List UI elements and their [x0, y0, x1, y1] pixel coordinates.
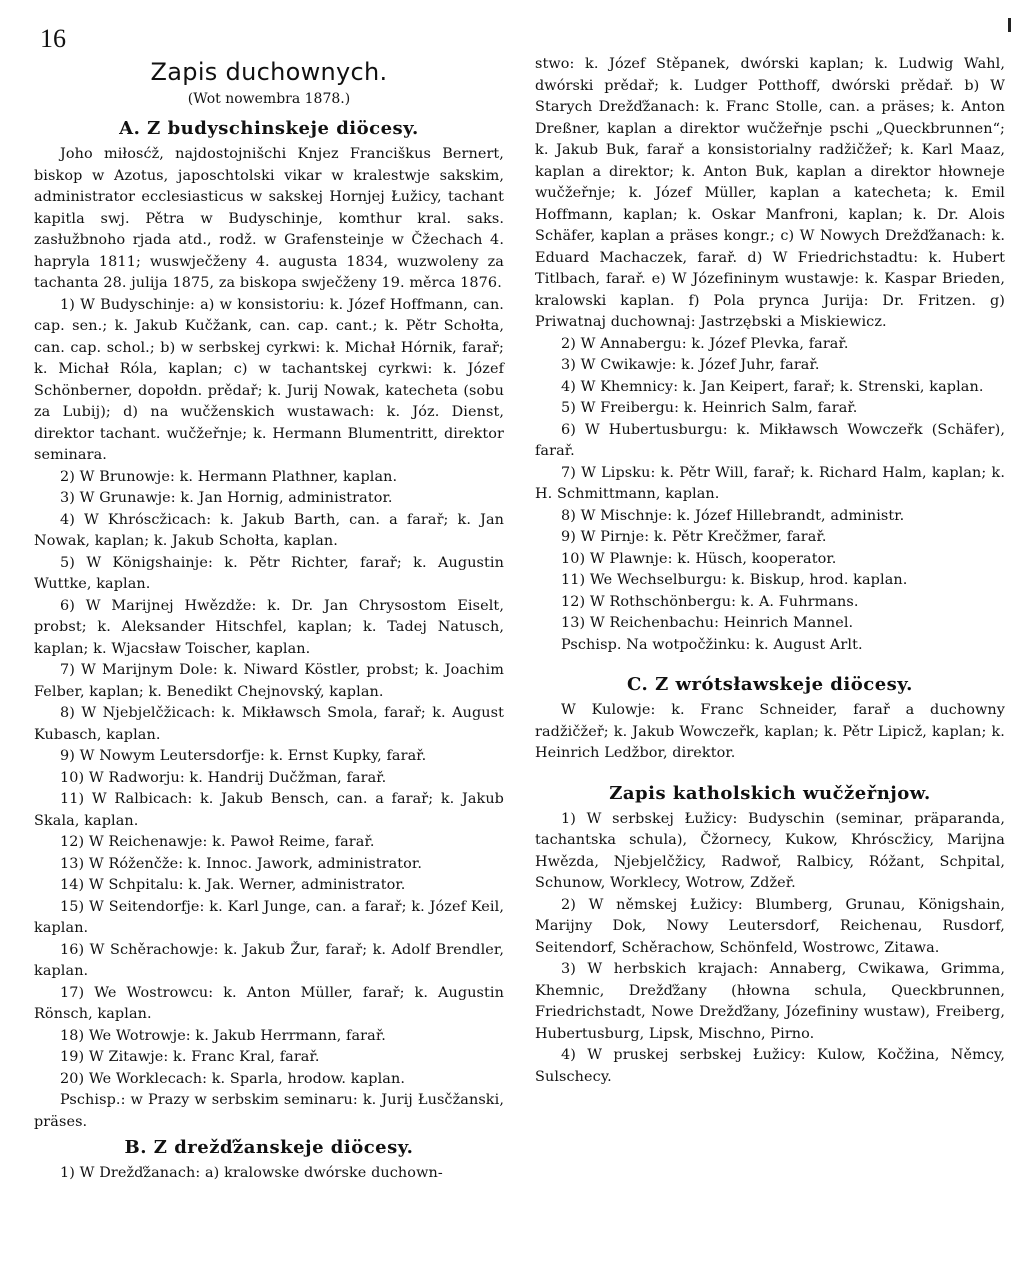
paragraph-entry: 12) W Reichenawje: k. Pawoł Reime, farař. [60, 834, 375, 850]
paragraph-entry: 7) W Lipsku: k. Pětr Will, farař; k. Richard Halm, kaplan; k. H. Schmittmann, kaplan. [535, 464, 1005, 502]
paragraph-entry: 16) W Schěrachowje: k. Jakub Žur, farař; k. Adolf Brendler, kaplan. [34, 941, 504, 979]
paragraph-entry: 20) We Worklecach: k. Sparla, hrodow. kaplan. [60, 1070, 406, 1087]
paragraph-entry: 4) W Khemnicy: k. Jan Keipert, farař; k. Strenski, kaplan. [561, 378, 984, 395]
paragraph-entry: 12) W Rothschönbergu: k. A. Fuhrmans. [561, 593, 859, 610]
paragraph-entry: 18) We Wotrowje: k. Jakub Herrmann, farař. [60, 1027, 386, 1044]
paragraph-entry: 5) W Freibergu: k. Heinrich Salm, farař. [561, 400, 858, 416]
page-title: Zapis duchownych. [150, 58, 388, 86]
paragraph-bishop: Joho miłosćž, najdostojnišchi Knjez Franciškus Bernert, biskop w Azotus, japoschtolski vikar w kralestwje sakskim, administrator ecclesiasticus w sakskej Hornjej Łužicy, tachant kapitla swj. Pětra w Budyschinje, komthur kral. saks. zasłužbnoho rjada atd., rodž. w Grafensteinje w Čžechach 4. hapryla 1811; wuswječženy 4. augusta 1834, wuzwoleny za tachanta 28. julija 1875, za biskopa swječženy 19. měrca 1876. [34, 146, 504, 291]
paragraph-entry: 14) W Schpitalu: k. Jak. Werner, administrator. [60, 877, 406, 893]
paragraph-entry: 8) W Mischnje: k. Józef Hillebrandt, administr. [561, 507, 905, 524]
section-heading-c: C. Z wrótsławskeje diöcesy. [627, 674, 913, 695]
paragraph-entry: 3) W Grunawje: k. Jan Hornig, administrator. [60, 490, 393, 506]
paragraph-entry: 3) W herbskich krajach: Annaberg, Cwikawa, Grimma, Khemnic, Drežďžany (hłowna schula, Queckbrunnen, Friedrichstadt, Nowe Drežďžany, Józefininy wustaw), Freiberg, Hubertusburg, Lipsk, Mischno, Pirno. [535, 961, 1005, 1042]
paragraph-note: Pschisp.: w Prazy w serbskim seminaru: k. Jurij Łusčžanski, präses. [34, 1092, 504, 1130]
paragraph-entry: 17) We Wostrowcu: k. Anton Müller, farař; k. Augustin Rönsch, kaplan. [34, 984, 504, 1022]
paragraph-entry: 6) W Marijnej Hwězdže: k. Dr. Jan Chrysostom Eiselt, probst; k. Aleksander Hitschfel, kaplan; k. Tadej Natusch, kaplan; k. Wjacsław Toischer, kaplan. [34, 597, 504, 657]
paragraph-entry: 6) W Hubertusburgu: k. Mikławsch Wowczeřk (Schäfer), farař. [535, 421, 1005, 459]
left-column [34, 58, 504, 1185]
paragraph-entry: 5) W Königshainje: k. Pětr Richter, farař; k. Augustin Wuttke, kaplan. [34, 554, 504, 592]
paragraph-entry: 8) W Njebjelčžicach: k. Mikławsch Smola, farař; k. August Kubasch, kaplan. [34, 705, 504, 743]
section-heading-a: A. Z budyschinskeje diöcesy. [119, 118, 419, 139]
paragraph-entry: 11) W Ralbicach: k. Jakub Bensch, can. a farař; k. Jakub Skala, kaplan. [34, 791, 504, 829]
paragraph-entry: 3) W Cwikawje: k. Józef Juhr, farař. [561, 357, 820, 373]
section-heading-schools: Zapis katholskich wučžeřnjow. [609, 782, 931, 804]
page-subtitle: (Wot nowembra 1878.) [187, 91, 351, 107]
right-column [535, 54, 1005, 1088]
page-edge-mark [1008, 18, 1011, 32]
paragraph-entry: 10) W Plawnje: k. Hüsch, kooperator. [561, 550, 837, 567]
page-number: 16 [40, 24, 66, 53]
paragraph-entry: 19) W Zitawje: k. Franc Kral, farař. [60, 1049, 320, 1065]
paragraph-entry: 15) W Seitendorfje: k. Karl Junge, can. a farař; k. Józef Keil, kaplan. [34, 898, 504, 936]
paragraph-entry: 9) W Nowym Leutersdorfje: k. Ernst Kupky, farař. [60, 748, 427, 764]
paragraph-entry: 7) W Marijnym Dole: k. Niward Köstler, probst; k. Joachim Felber, kaplan; k. Benedikt Chejnovský, kaplan. [34, 662, 504, 700]
paragraph-entry: 2) W Annabergu: k. Józef Plevka, farař. [561, 335, 849, 352]
paragraph-entry: 13) W Reichenbachu: Heinrich Mannel. [561, 615, 854, 631]
paragraph-continuation: stwo: k. Józef Stěpanek, dwórski kaplan; k. Ludwig Wahl, dwórski prědař; k. Ludger Potthoff, dwórski prědař. b) W Starych Drežďžanach: k. Franc Stolle, can. a präses; k. Anton Dreßner, kaplan a direktor wučžeřnje pschi „Queckbrunnen“; k. Jakub Buk, farař a konsistorialny radžičžeř; k. Karl Maaz, kaplan a direktor; k. Anton Buk, kaplan a direktor hłowneje wučžeřnje; k. Józef Müller, kaplan a katecheta; k. Emil Hoffmann, kaplan; k. Oskar Manfroni, kaplan; k. Dr. Alois Schäfer, kaplan a präses kongr.; c) W Nowych Drežďžanach: k. Eduard Machaczek, farař. d) W Friedrichstadtu: k. Hubert Titlbach, farař. e) W Józefininym wustawje: k. Kaspar Brieden, kralowski kaplan. f) Pola prynca Jurija: Dr. Fritzen. g) Priwatnaj duchownaj: Jastrzębski a Miskiewicz. [535, 56, 1005, 330]
paragraph-entry: 13) W Róženčže: k. Innoc. Jawork, administrator. [60, 855, 423, 872]
paragraph-entry: W Kulowje: k. Franc Schneider, farař a duchowny radžičžeř; k. Jakub Wowczeřk, kaplan; k. Pětr Lipicž, kaplan; k. Heinrich Ledžbor, direktor. [535, 702, 1005, 761]
section-heading-b: B. Z drežďžanskeje diöcesy. [124, 1137, 414, 1158]
paragraph-entry: 1) W Drežďžanach: a) kralowske dwórske duchown- [60, 1165, 443, 1181]
paragraph-entry: 4) W Khróscžicach: k. Jakub Barth, can. a farař; k. Jan Nowak, kaplan; k. Jakub Schołta, kaplan. [34, 511, 504, 549]
paragraph-entry: 2) W němskej Łužicy: Blumberg, Grunau, Königshain, Marijny Dok, Nowy Leutersdorf, Reichenau, Rusdorf, Seitendorf, Schěrachow, Schönfeld, Wostrowc, Zitawa. [535, 896, 1005, 956]
paragraph-entry: 9) W Pirnje: k. Pětr Krečžmer, farař. [561, 529, 827, 545]
paragraph-entry: 2) W Brunowje: k. Hermann Plathner, kaplan. [60, 468, 398, 485]
paragraph-entry: 1) W Budyschinje: a) w konsistoriu: k. Józef Hoffmann, can. cap. sen.; k. Jakub Kučžank, can. cap. cant.; k. Pětr Schołta, can. cap. schol.; b) w serbskej cyrkwi: k. Michał Hórnik, farař; k. Michał Róla, kaplan; c) w tachantskej cyrkwi: k. Józef Schönberner, dopołdn. prědař; k. Jurij Nowak, katecheta (sobu za Lubij); d) na wučženskich wustawach: k. Józ. Dienst, direktor tachant. wučžeřnje; k. Hermann Blumentritt, direktor seminara. [34, 296, 504, 463]
paragraph-entry: 1) W serbskej Łužicy: Budyschin (seminar, präparanda, tachantska schula), Čžornecy, Kukow, Khróscžicy, Marijna Hwězda, Njebjelčžicy, Radwoř, Ralbicy, Róžant, Schpital, Schunow, Worklecy, Wotrow, Zdžeř. [535, 810, 1005, 891]
paragraph-entry: 10) W Radworju: k. Handrij Dučžman, farař. [60, 769, 387, 786]
paragraph-entry: 11) We Wechselburgu: k. Biskup, hrod. kaplan. [561, 572, 908, 588]
paragraph-note: Pschisp. Na wotpočžinku: k. August Arlt. [561, 636, 863, 653]
paragraph-entry: 4) W pruskej serbskej Łužicy: Kulow, Kočžina, Němcy, Sulschecy. [535, 1047, 1005, 1085]
